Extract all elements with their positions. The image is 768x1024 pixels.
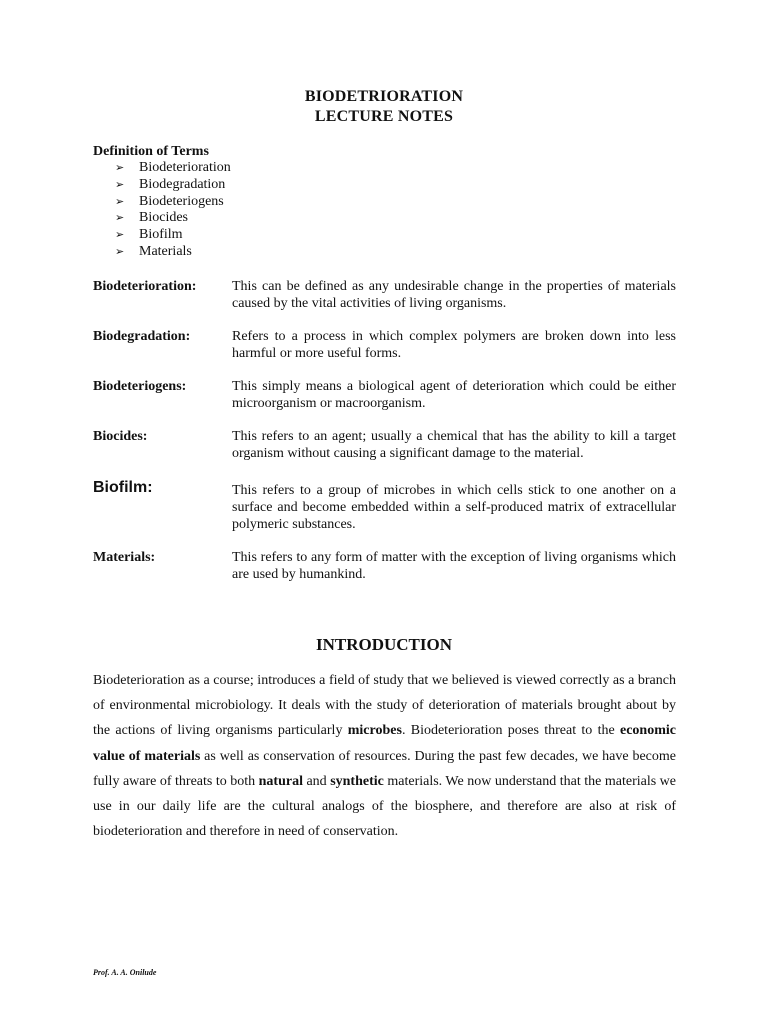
intro-emphasis: synthetic <box>330 773 384 789</box>
definition-heading: Definition of Terms <box>93 144 209 159</box>
term-label: Biodegradation <box>139 176 226 192</box>
definition-text: Refers to a process in which complex polymers are broken down into less harmful or more useful forms. <box>232 329 676 361</box>
term-label: Biodeterioration <box>139 160 231 175</box>
footer-author: Prof. A. A. Onilude <box>93 968 157 977</box>
list-item <box>115 210 231 227</box>
definition-text: This refers to any form of matter with the exception of living organisms which are used by humankind. <box>232 550 676 582</box>
definition-term: Biocides: <box>93 429 148 444</box>
arrow-bullet-icon: ➢ <box>115 244 125 258</box>
list-item <box>115 160 231 177</box>
introduction-paragraph <box>93 668 676 844</box>
intro-emphasis: economic value of materials <box>93 723 676 764</box>
term-label: Biofilm <box>139 227 183 243</box>
definition-term: Biodeteriogens: <box>93 379 187 394</box>
intro-text: and <box>302 773 331 789</box>
definition-text: This refers to an agent; usually a chemical that has the ability to kill a target organism without causing a significant damage to the material. <box>232 429 676 461</box>
arrow-bullet-icon: ➢ <box>115 177 125 191</box>
arrow-bullet-icon: ➢ <box>115 194 125 208</box>
intro-text: . Biodeterioration poses threat to the <box>401 723 620 739</box>
list-item <box>115 194 231 211</box>
term-label: Biodeteriogens <box>139 193 224 209</box>
list-item <box>115 227 231 244</box>
definition-term: Biodegradation: <box>93 329 191 344</box>
list-item <box>115 244 231 261</box>
introduction-heading: INTRODUCTION <box>315 635 453 654</box>
intro-emphasis: microbes <box>347 723 402 739</box>
document-subtitle: LECTURE NOTES <box>314 108 454 125</box>
document-title: BIODETRIORATION <box>304 88 464 105</box>
definition-text: This can be defined as any undesirable change in the properties of materials caused by the vital activities of living organisms. <box>232 279 676 311</box>
intro-text: Biodeterioration as a course; introduces a field of study that we believed is viewed correctly as a branch of environmental microbiology. It deals with the study of deterioration of materials brought about by the actions of living organisms particularly <box>93 673 676 739</box>
arrow-bullet-icon: ➢ <box>115 211 125 225</box>
terms-list <box>115 160 231 261</box>
definition-text: This simply means a biological agent of deterioration which could be either microorganism or macroorganism. <box>232 379 676 411</box>
intro-text: as well as conservation of resources. During the past few decades, we have become fully aware of threats to both <box>93 748 677 789</box>
term-label: Materials <box>139 243 192 259</box>
definition-term: Biofilm: <box>93 479 153 496</box>
definition-text: This refers to a group of microbes in which cells stick to one another on a surface and become embedded within a self-produced matrix of extracellular polymeric substances. <box>232 483 676 532</box>
intro-emphasis: natural <box>258 773 303 789</box>
intro-text: materials. We now understand that the materials we use in our daily life are the cultural analogs of the biosphere, and therefore are also at risk of biodeterioration and therefore in need of conservation. <box>93 773 676 840</box>
arrow-bullet-icon: ➢ <box>115 161 125 174</box>
definition-term: Materials: <box>93 550 156 565</box>
definition-term: Biodeterioration: <box>93 279 197 294</box>
term-label: Biocides <box>139 210 188 226</box>
arrow-bullet-icon: ➢ <box>115 228 125 242</box>
list-item <box>115 177 231 194</box>
